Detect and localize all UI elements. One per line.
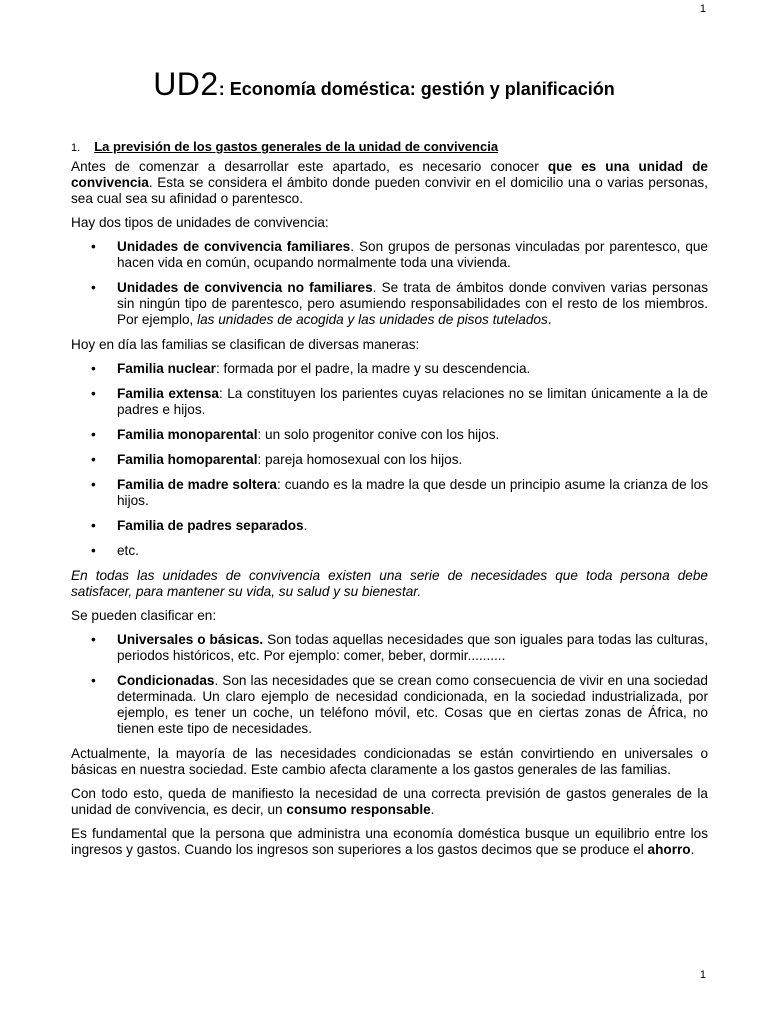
classify-intro: Se pueden clasificar en: <box>71 608 217 623</box>
intro-bold: que es una unidad de convivencia <box>71 159 708 190</box>
bullet-icon: • <box>91 427 96 442</box>
item-bold: Familia de madre soltera <box>117 477 277 492</box>
item-text: . Son las necesidades que se crean como consecuencia de vivir en una sociedad determinada. Un claro ejemplo de necesidad condicionada, en la sociedad industrializada, por ejemplo, es tener un coche, un teléfono móvil, etc. Cosas que en ciertas zonas de África, no tienen este tipo de necesidades. <box>117 673 708 736</box>
bullet-icon: • <box>91 673 96 688</box>
bullet-icon: • <box>91 518 96 533</box>
item-bold: Unidades de convivencia no familiares <box>117 280 373 295</box>
intro-text-2: . Esta se considera el ámbito donde pueden convivir en el domicilio una o varias personas, sea cual sea su afinidad o parentesco. <box>71 175 708 206</box>
list-item <box>71 673 708 737</box>
title-subtitle: : Economía doméstica: gestión y planificación <box>218 79 615 99</box>
item-text: : un solo progenitor conive con los hijos. <box>257 427 500 442</box>
list-item <box>71 361 708 377</box>
needs-list <box>71 632 708 737</box>
item-bold: Familia homoparental <box>117 452 258 467</box>
item-text: . Se trata de ámbitos donde conviven varias personas sin ningún tipo de parentesco, pero asumiendo responsabilidades con el resto de los miembros. Por ejemplo, <box>117 280 708 327</box>
section-number: 1. <box>71 142 81 154</box>
item-bold: Unidades de convivencia familiares <box>117 239 351 254</box>
ahorro-bold: ahorro <box>647 842 691 857</box>
needs-statement <box>71 568 708 600</box>
section-title: La previsión de los gastos generales de la unidad de convivencia <box>94 139 499 154</box>
families-list <box>71 361 708 559</box>
bullet-icon: • <box>91 452 96 467</box>
intro-text-1: Antes de comenzar a desarrollar este apartado, es necesario conocer <box>71 159 548 174</box>
list-item <box>71 518 708 534</box>
ahorro-text-2: . <box>690 842 695 857</box>
page-number-top: 1 <box>699 3 706 15</box>
types-intro: Hay dos tipos de unidades de convivencia: <box>71 215 329 230</box>
item-text: . Son grupos de personas vinculadas por parentesco, que hacen vida en común, ocupando normalmente toda una vivienda. <box>117 239 708 270</box>
item-bold: Universales o básicas. <box>117 632 264 647</box>
bullet-icon: • <box>91 386 96 401</box>
bullet-icon: • <box>91 361 96 376</box>
bullet-icon: • <box>91 280 96 295</box>
list-item <box>71 452 708 468</box>
list-item <box>71 280 708 328</box>
item-bold: Familia de padres separados <box>117 518 304 533</box>
list-item <box>71 239 708 271</box>
item-text: : La constituyen los parientes cuyas relaciones no se limitan únicamente a la de padres e hijos. <box>117 386 708 417</box>
section-heading <box>71 139 708 156</box>
list-item <box>71 543 708 559</box>
item-text: etc. <box>117 543 139 558</box>
types-list <box>71 239 708 328</box>
list-item <box>71 632 708 664</box>
bullet-icon: • <box>91 543 96 558</box>
bullet-icon: • <box>91 632 96 647</box>
consumo-text-1: Con todo esto, queda de manifiesto la necesidad de una correcta previsión de gastos generales de la unidad de convivencia, es decir, un <box>71 786 708 817</box>
item-bold: Familia extensa <box>117 386 219 401</box>
item-text: . <box>303 518 308 533</box>
consumo-bold: consumo responsable <box>286 802 431 817</box>
item-text: : pareja homosexual con los hijos. <box>257 452 463 467</box>
ahorro-text-1: Es fundamental que la persona que administra una economía doméstica busque un equilibrio entre los ingresos y gastos. Cuando los ingresos son superiores a los gastos decimos que se produce el <box>71 826 708 857</box>
paragraph-ahorro <box>71 826 708 858</box>
item-text: : formada por el padre, la madre y su descendencia. <box>215 361 531 376</box>
paragraph-consumo <box>71 786 708 818</box>
item-text: Son todas aquellas necesidades que son iguales para todas las culturas, periodos históricos, etc. Por ejemplo: comer, beber, dormir.......... <box>117 632 708 663</box>
page-number-bottom: 1 <box>699 969 706 981</box>
families-intro: Hoy en día las familias se clasifican de diversas maneras: <box>71 337 420 352</box>
title-code: UD2 <box>153 66 219 102</box>
intro-paragraph <box>71 159 708 207</box>
page-title <box>0 66 768 103</box>
item-bold: Familia nuclear <box>117 361 216 376</box>
item-text: : cuando es la madre la que desde un principio asume la crianza de los hijos. <box>117 477 708 508</box>
consumo-text-2: . <box>430 802 435 817</box>
document-body <box>71 139 708 866</box>
item-bold: Familia monoparental <box>117 427 258 442</box>
item-end: . <box>547 312 552 327</box>
list-item <box>71 477 708 509</box>
item-bold: Condicionadas <box>117 673 215 688</box>
paragraph-actualmente: Actualmente, la mayoría de las necesidades condicionadas se están convirtiendo en universales o básicas en nuestra sociedad. Este cambio afecta claramente a los gastos generales de las familias. <box>71 746 708 777</box>
item-italic: las unidades de acogida y las unidades de pisos tutelados <box>197 312 548 327</box>
needs-statement-text: En todas las unidades de convivencia existen una serie de necesidades que toda persona debe satisfacer, para mantener su vida, su salud y su bienestar. <box>71 568 708 599</box>
list-item <box>71 427 708 443</box>
bullet-icon: • <box>91 477 96 492</box>
bullet-icon: • <box>91 239 96 254</box>
list-item <box>71 386 708 418</box>
